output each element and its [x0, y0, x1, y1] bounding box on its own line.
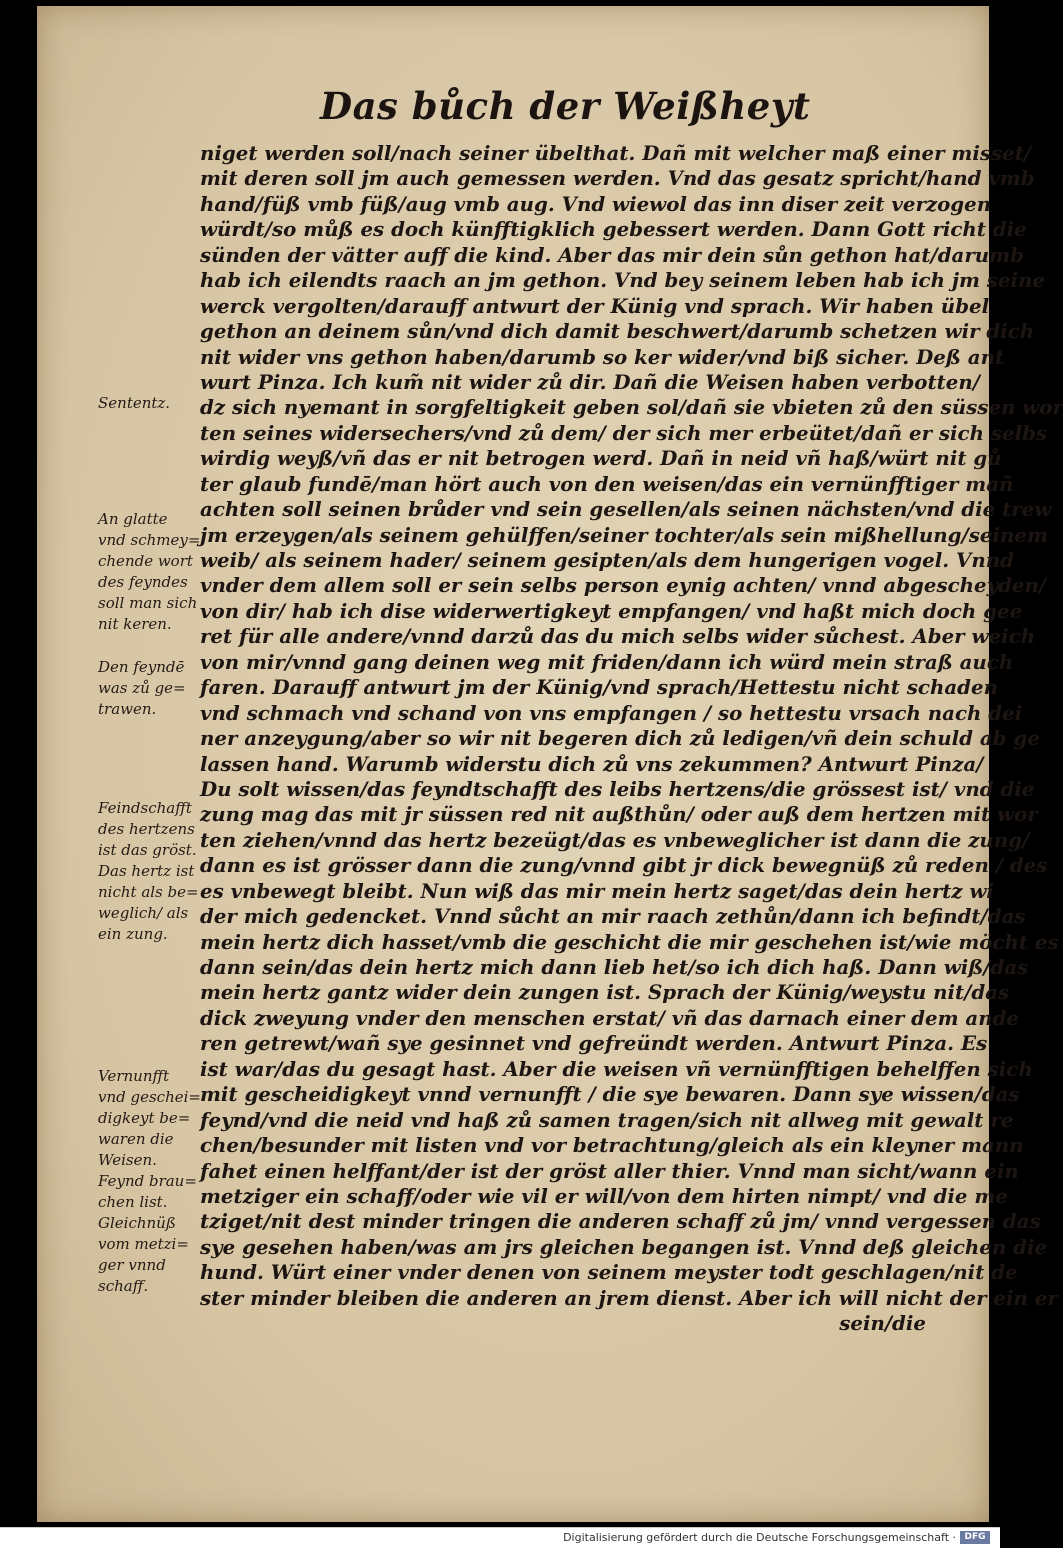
text-line: gethon an deinem sůn/vnd dich damit beschwert/darumb schetzen wir dich: [200, 319, 1035, 344]
text-line: ten seines widersechers/vnd zů dem/ der sich mer erbeütet/dañ er sich selbs: [200, 420, 1048, 445]
text-line: weib/ als seinem hader/ seinem gesipten/als dem hungerigen vogel. Vnnd: [200, 548, 1014, 572]
text-line: ret für alle andere/vnnd darzů das du mich selbs wider sůchest. Aber weich: [200, 624, 1036, 649]
footer-bar: [0, 1527, 1000, 1548]
text-line: mit deren soll jm auch gemessen werden. Vnd das gesatz spricht/hand vmb: [200, 166, 1035, 191]
margin-note-line: Den feyndē: [98, 658, 185, 676]
margin-note-vernunfft: [98, 1066, 210, 1297]
text-line: dann es ist grösser dann die zung/vnnd gibt jr dick bewegnüß zů reden / des: [200, 853, 1048, 878]
text-line: Du solt wissen/das feyndtschafft des leibs hertzens/die grössest ist/ vnd die: [200, 776, 1035, 801]
margin-note-line: Feynd brau=: [98, 1172, 197, 1190]
text-line: achten soll seinen brůder vnd sein gesellen/als seinen nächsten/vnd die trew: [200, 497, 1052, 522]
margin-note-line: Vernunfft: [98, 1067, 170, 1085]
margin-note-line: ein zung.: [98, 925, 168, 943]
text-line: ter glaub fundē/man hört auch von den weisen/das ein vernünfftiger mañ: [200, 471, 1014, 496]
body-text: [200, 141, 1063, 1337]
margin-note-line: chende wort: [98, 552, 193, 570]
text-line: ten ziehen/vnnd das hertz bezeügt/das es vnbeweglicher ist dann die zung/: [200, 827, 1030, 852]
text-line: metziger ein schaff/oder wie vil er will/von dem hirten nimpt/ vnd die me: [200, 1183, 1008, 1208]
margin-note-line: vnd geschei=: [98, 1088, 201, 1106]
margin-note-line: digkeyt be=: [98, 1109, 191, 1127]
footer-credit: Digitalisierung gefördert durch die Deutsche Forschungsgemeinschaft ·: [563, 1531, 956, 1544]
text-line: fahet einen helffant/der ist der gröst aller thier. Vnnd man sicht/wann ein: [200, 1158, 1019, 1183]
text-line: von mir/vnnd gang deinen weg mit friden/dann ich würd mein straß auch: [200, 649, 1014, 674]
dfg-logo: DFG: [960, 1531, 990, 1544]
margin-note-line: chen list.: [98, 1193, 168, 1211]
margin-note-line: ger vnnd: [98, 1256, 166, 1274]
margin-note-line: vnd schmey=: [98, 531, 201, 549]
text-line: wirdig weyß/vñ das er nit betrogen werd. Dañ in neid vñ haß/würt nit gů: [200, 446, 1002, 471]
margin-note-line: Gleichnüß: [98, 1214, 176, 1232]
text-line: nit wider vns gethon haben/darumb so ker wider/vnd biß sicher. Deß ant: [200, 344, 1005, 369]
text-line: hand/füß vmb füß/aug vmb aug. Vnd wiewol das inn diser zeit verzogen: [200, 191, 992, 216]
text-line: niget werden soll/nach seiner übelthat. Dañ mit welcher maß einer misset/: [200, 141, 1032, 165]
margin-note-line: ist das gröst.: [98, 841, 197, 859]
text-line: ner anzeygung/aber so wir nit begeren dich zů ledigen/vñ dein schuld ab ge: [200, 726, 1040, 751]
margin-note-line: weglich/ als: [98, 904, 189, 922]
margin-note-line: waren die: [98, 1130, 174, 1148]
text-line: vnd schmach vnd schand von vns empfangen / so hettestu vrsach nach dei: [200, 700, 1023, 725]
margin-note-line: Feindschafft: [98, 799, 192, 817]
text-line: tziget/nit dest minder tringen die anderen schaff zů jm/ vnnd vergessen das: [200, 1209, 1041, 1234]
margin-note-line: was zů ge=: [98, 679, 186, 697]
text-line: sye gesehen haben/was am jrs gleichen begangen ist. Vnnd deß gleichen die: [200, 1234, 1048, 1259]
margin-note-line: schaff.: [98, 1277, 149, 1295]
text-line: ist war/das du gesagt hast. Aber die weisen vñ vernünfftigen behelffen sich: [200, 1056, 1033, 1081]
text-line: mit gescheidigkeyt vnnd vernunfft / die sye bewaren. Dann sye wissen/das: [200, 1082, 1020, 1107]
text-line: jm erzeygen/als seinem gehülffen/seiner tochter/als sein mißhellung/seinem: [200, 522, 1048, 547]
text-line: hund. Würt einer vnder denen von seinem meyster todt geschlagen/nit de: [200, 1260, 1018, 1285]
text-line: werck vergolten/darauff antwurt der Künig vnd sprach. Wir haben übel: [200, 293, 990, 318]
text-line: hab ich eilendts raach an jm gethon. Vnd bey seinem leben hab ich jm seine: [200, 268, 1046, 293]
text-line: ren getrewt/wañ sye gesinnet vnd gefreündt werden. Antwurt Pinza. Es: [200, 1031, 988, 1056]
text-line: zung mag das mit jr süssen red nit außthůn/ oder auß dem hertzen mit wor: [200, 802, 1038, 827]
margin-note-feindschafft: [98, 798, 210, 945]
running-head: Das bůch der Weißheyt: [320, 84, 811, 128]
margin-note-line: Weisen.: [98, 1151, 157, 1169]
text-line: ster minder bleiben die anderen an jrem dienst. Aber ich will nicht der ein er: [200, 1285, 1058, 1310]
text-line: dann sein/das dein hertz mich dann lieb het/so ich dich haß. Dann wiß/das: [200, 955, 1029, 979]
margin-note-line: nicht als be=: [98, 883, 199, 901]
text-line: faren. Darauff antwurt jm der Künig/vnd sprach/Hettestu nicht schaden: [200, 675, 998, 700]
text-line: sünden der vätter auff die kind. Aber das mir dein sůn gethon hat/darumb: [200, 242, 1024, 267]
text-line: lassen hand. Warumb widerstu dich zů vns zekummen? Antwurt Pinza/: [200, 751, 984, 776]
text-line: feynd/vnd die neid vnd haß zů samen tragen/sich nit allweg mit gewalt re: [200, 1107, 1014, 1132]
text-line: dz sich nyemant in sorgfeltigkeit geben sol/dañ sie vbieten zů den süssen wor: [200, 395, 1063, 420]
margin-note-line: des feyndes: [98, 573, 188, 591]
text-line: der mich gedencket. Vnnd sůcht an mir raach zethůn/dann ich befindt/das: [200, 904, 1026, 929]
margin-note-feynden: [98, 657, 210, 720]
text-line: dick zweyung vnder den menschen erstat/ vñ das darnach einer dem ande: [200, 1005, 1019, 1030]
margin-note-line: soll man sich: [98, 594, 198, 612]
text-line: von dir/ hab ich dise widerwertigkeyt empfangen/ vnd haßt mich doch gee: [200, 598, 1023, 623]
catchword: sein/die: [839, 1311, 926, 1336]
text-line: würdt/so můß es doch künfftigklich gebessert werden. Dann Gott richt die: [200, 217, 1027, 242]
margin-note-line: Sententz.: [98, 394, 171, 412]
margin-note-line: nit keren.: [98, 615, 172, 633]
text-line: mein hertz dich hasset/vmb die geschicht die mir geschehen ist/wie möcht es: [200, 929, 1059, 954]
margin-note-line: trawen.: [98, 700, 157, 718]
text-line: vnder dem allem soll er sein selbs person eynig achten/ vnnd abgescheyden/: [200, 573, 1047, 598]
text-line: mein hertz gantz wider dein zungen ist. Sprach der Künig/weystu nit/das: [200, 980, 1010, 1005]
margin-note-sententz: [98, 393, 210, 414]
margin-note-line: An glatte: [98, 510, 168, 528]
text-line: chen/besunder mit listen vnd vor betrachtung/gleich als ein kleyner mann: [200, 1133, 1024, 1158]
margin-note-line: des hertzens: [98, 820, 195, 838]
margin-note-line: vom metzi=: [98, 1235, 189, 1253]
margin-note-line: Das hertz ist: [98, 862, 195, 880]
margin-note-glatte-wort: [98, 509, 210, 635]
text-line: wurt Pinza. Ich kum̃ nit wider zů dir. Dañ die Weisen haben verbotten/: [200, 369, 980, 394]
text-line: es vnbewegt bleibt. Nun wiß das mir mein hertz saget/das dein hertz wi: [200, 878, 994, 903]
